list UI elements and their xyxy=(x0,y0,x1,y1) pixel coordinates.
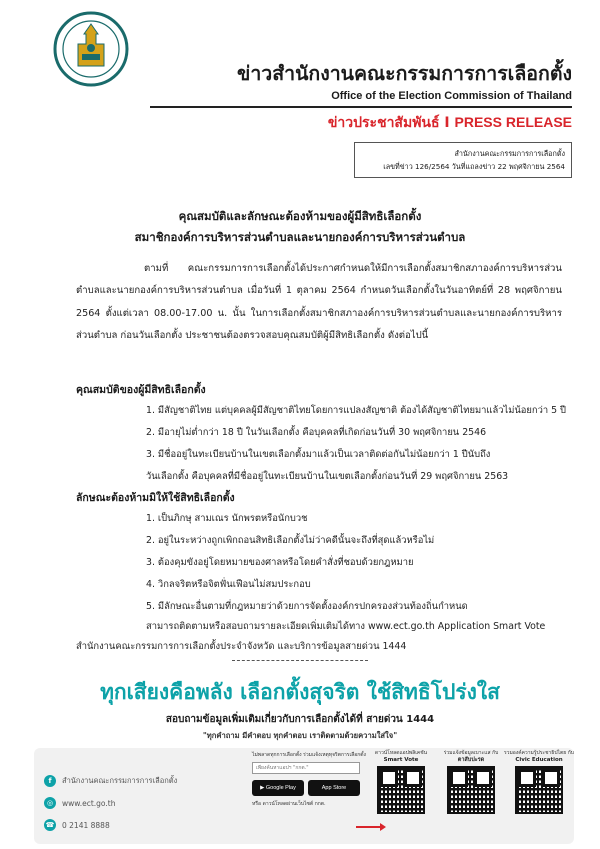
press-label-en: PRESS RELEASE xyxy=(454,114,572,130)
prohibition-item: 5. มีลักษณะอื่นตามที่กฎหมายว่าด้วยการจัดตั้งองค์กรปกครองส่วนท้องถิ่นกำหนด xyxy=(146,601,468,612)
smart-vote-panel xyxy=(252,752,370,808)
header-title: ข่าวสำนักงานคณะกรรมการการเลือกตั้ง xyxy=(236,62,572,85)
more-info-line2: สำนักงานคณะกรรมการการเลือกตั้งประจำจังหวัด และบริการข้อมูลสายด่วน 1444 xyxy=(76,641,407,652)
prohibition-item: 1. เป็นภิกษุ สามเณร นักพรตหรือนักบวช xyxy=(146,513,308,524)
app-store-label: App Store xyxy=(321,785,347,791)
header-divider xyxy=(150,106,572,108)
app-store-badge[interactable] xyxy=(308,780,360,796)
qualification-item: 2. มีอายุไม่ต่ำกว่า 18 ปี ในวันเลือกตั้ง คือบุคคลที่เกิดก่อนวันที่ 30 พฤศจิกายน 2546 xyxy=(146,427,487,438)
qualification-item: 1. มีสัญชาติไทย แต่บุคคลผู้มีสัญชาติไทยโดยการแปลงสัญชาติ ต้องได้สัญชาติไทยมาแล้วไม่น้อยกว่า 5 ปี xyxy=(146,405,566,416)
facebook-contact[interactable] xyxy=(44,772,177,790)
dashed-divider xyxy=(232,660,368,661)
press-label-th: ข่าวประชาสัมพันธ์ xyxy=(327,115,440,131)
prohibition-item: 2. อยู่ในระหว่างถูกเพิกถอนสิทธิเลือกตั้งไม่ว่าคดีนั้นจะถึงที่สุดแล้วหรือไม่ xyxy=(146,535,435,546)
prohibition-item: 3. ต้องคุมขังอยู่โดยหมายของศาลหรือโดยคำสั่งที่ชอบด้วยกฎหมาย xyxy=(146,557,414,568)
app-search-text: เพียงค้นหาแอปฯ "กกต." xyxy=(256,765,309,771)
phone-contact[interactable] xyxy=(44,816,110,834)
qr-caption: ดาวน์โหลดแอปพลิเคชัน xyxy=(374,750,428,756)
document-subtitle: สมาชิกองค์การบริหารส่วนตำบลและนายกองค์การบริหารส่วนตำบล xyxy=(134,230,466,244)
qualifications-heading: คุณสมบัติของผู้มีสิทธิเลือกตั้ง xyxy=(76,384,206,396)
qualification-item: 3. มีชื่ออยู่ในทะเบียนบ้านในเขตเลือกตั้งมาแล้วเป็นเวลาติดต่อกันไม่น้อยกว่า 1 ปีนับถึง xyxy=(146,449,491,460)
phone-number: 0 2141 8888 xyxy=(62,820,110,830)
intro-paragraph xyxy=(76,258,562,348)
smart-vote-note: หรือ ดาวน์โหลดผ่านเว็บไซต์ กกต. xyxy=(252,801,326,807)
website-contact[interactable] xyxy=(44,794,115,812)
press-separator: I xyxy=(439,115,455,131)
google-play-badge[interactable]: ▶ Google Play xyxy=(252,780,304,796)
header-subtitle: Office of the Election Commission of Thailand xyxy=(331,90,572,102)
arrow-icon xyxy=(356,826,384,828)
prohibitions-heading: ลักษณะต้องห้ามมิให้ใช้สิทธิเลือกตั้ง xyxy=(76,492,235,504)
qr-code-icon xyxy=(377,766,425,814)
campaign-slogan: ทุกเสียงคือพลัง เลือกตั้งสุจริต ใช้สิทธิโปร่งใส xyxy=(100,680,500,704)
phone-icon: ☎ xyxy=(45,821,55,829)
qr-civic-education[interactable] xyxy=(504,750,574,814)
smart-vote-caption: ไม่พลาดทุกการเลือกตั้ง ร่วมแจ้งเหตุทุจริตการเลือกตั้ง xyxy=(252,752,366,758)
news-reference-box xyxy=(354,142,572,178)
ref-office: สำนักงานคณะกรรมการการเลือกตั้ง xyxy=(454,149,565,158)
press-release-label xyxy=(328,112,572,134)
google-play-label: Google Play xyxy=(265,785,296,791)
hotline-text: สอบถามข้อมูลเพิ่มเติมเกี่ยวกับการเลือกตั้งได้ที่ สายด่วน 1444 xyxy=(165,714,435,725)
website-url: www.ect.go.th xyxy=(62,798,116,808)
qualification-item-cont: วันเลือกตั้ง คือบุคคลที่มีชื่ออยู่ในทะเบียนบ้านในเขตเลือกตั้งก่อนวันที่ 29 พฤศจิกายน 2563 xyxy=(146,471,509,482)
qr-code-icon xyxy=(447,766,495,814)
qr-smart-vote[interactable] xyxy=(366,750,436,814)
facebook-icon: f xyxy=(44,775,56,787)
qr-caption: รวมองค์ความรู้ประชาธิปไตย กับ xyxy=(504,750,574,756)
qr-tasapparod[interactable] xyxy=(436,750,506,814)
qr-code-icon xyxy=(515,766,563,814)
app-search-bar xyxy=(252,762,360,774)
prohibition-item: 4. วิกลจริตหรือจิตฟั่นเฟือนไม่สมประกอบ xyxy=(146,579,311,590)
ect-logo xyxy=(52,10,130,88)
footer-panel xyxy=(34,748,574,844)
facebook-name: สำนักงานคณะกรรมการการเลือกตั้ง xyxy=(62,776,178,785)
intro-text: ตามที่ คณะกรรมการการเลือกตั้งได้ประกาศกำหนดให้มีการเลือกตั้งสมาชิกสภาองค์การบริหารส่วนตำบลและนายกองค์การบริหารส่วนตำบล เมื่อวันที่ 1 ตุลาคม 2564 กำหนดวันเลือกตั้งในวันอาทิตย์ที่ 28 พฤศจิกายน 2564 ตั้งแต่เวลา 08.00-17.00 น. นั้น ในการเลือกตั้งสมาชิกสภาองค์การบริหารส่วนตำบลและนายกองค์การบริหารส่วนตำบล ก่อนวันเลือกตั้ง ประชาชนต้องตรวจสอบคุณสมบัติผู้มีสิทธิเลือกตั้ง ดังต่อไปนี้ xyxy=(76,263,562,342)
qr-title: ตาสับปะรด xyxy=(457,756,485,763)
ref-number-date: เลขที่ข่าว 126/2564 วันที่แถลงข่าว 22 พฤศจิกายน 2564 xyxy=(383,162,565,171)
qr-title: Smart Vote xyxy=(383,756,419,763)
hotline-quote: "ทุกคำถาม มีคำตอบ ทุกคำตอบ เราติดตามด้วยความใส่ใจ" xyxy=(202,731,398,740)
qr-caption: ร่วมแจ้งข้อมูลเบาะแส กับ xyxy=(443,750,499,756)
globe-icon: ◎ xyxy=(44,797,56,809)
document-title: คุณสมบัติและลักษณะต้องห้ามของผู้มีสิทธิเลือกตั้ง xyxy=(178,209,422,223)
qr-title: Civic Education xyxy=(515,756,563,763)
more-info-line1: สามารถติดตามหรือสอบถามรายละเอียดเพิ่มเติมได้ทาง www.ect.go.th Application Smart Vote xyxy=(146,621,546,632)
